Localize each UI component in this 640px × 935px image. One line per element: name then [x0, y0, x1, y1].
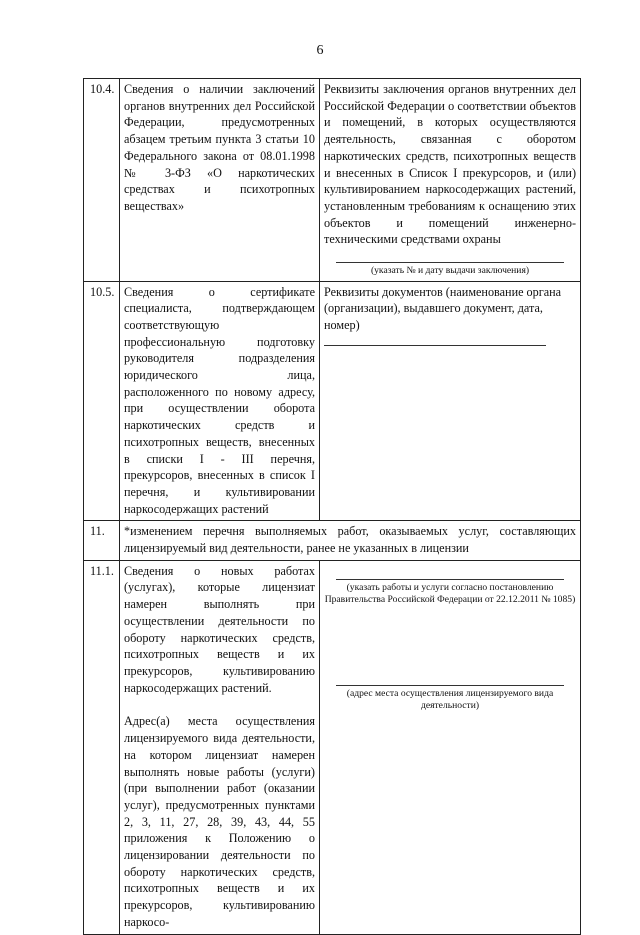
- description-part-2: Адрес(а) места осуществления лицензируемого вида деятельности, на котором лицензиат намерен выполнять новые работы (услуги) (при выполнении работ (оказании услуг), предусмотренных пунктами 2, 3, 11, 27, 28, 39, 43, 44, 55 приложения к Положению о лицензировании деятельности по обороту наркотических средств, психотропных веществ и их прекурсоров, культивированию наркосо-: [124, 714, 315, 929]
- description-part-1: Сведения о новых работах (услугах), которые лицензиат намерен выполнять при осуществлении деятельности по обороту наркотических средств, психотропных веществ и их прекурсоров, культивированию наркосодержащих растений.: [124, 563, 315, 695]
- details-text: Реквизиты документов (наименование органа (организации), выдавшего документ, дата, номер): [324, 284, 562, 332]
- table-row-11-1: [84, 560, 581, 934]
- fill-in-line[interactable]: [336, 579, 564, 580]
- row-description: Сведения о наличии заключений органов внутренних дел Российской Федерации, предусмотренных абзацем третьим пункта 3 статьи 10 Федерального закона от 08.01.1998 № 3-ФЗ «О наркотических средствах и психотропных веществах»: [120, 79, 320, 282]
- fill-in-caption: (адрес места осуществления лицензируемого вида деятельности): [346, 687, 554, 712]
- row-details: [320, 79, 581, 282]
- table-row-10-5: [84, 281, 581, 521]
- fill-in-caption: (указать № и дату выдачи заключения): [370, 265, 530, 277]
- row-number: 10.5.: [84, 281, 120, 521]
- row-number: 11.1.: [84, 560, 120, 934]
- fill-in-caption: (указать работы и услуги согласно постановлению Правительства Российской Федерации от 22.12.2011 № 1085): [324, 581, 576, 606]
- table-row-10-4: [84, 79, 581, 282]
- page-number: 6: [316, 43, 324, 58]
- row-details: [320, 281, 581, 521]
- fill-in-line[interactable]: [324, 334, 546, 346]
- table-row-11: [84, 521, 581, 560]
- details-text: Реквизиты заключения органов внутренних дел Российской Федерации о соответствии объектов и помещений, в которых осуществляются деятельность, связанная с оборотом наркотических средств, психотропных веществ и внесенных в Список I прекурсоров, и (или) культивированием наркосодержащих растений, установленным требованиям к оснащению этих объектов и помещений инженерно-техническими средствами охраны: [324, 82, 576, 247]
- row-number: 11.: [84, 521, 120, 560]
- row-details: [320, 560, 581, 934]
- row-number: 10.4.: [84, 79, 120, 282]
- license-table: [83, 78, 581, 935]
- fill-in-line[interactable]: [336, 262, 564, 263]
- section-heading: *изменением перечня выполняемых работ, оказываемых услуг, составляющих лицензируемый вид деятельности, ранее не указанных в лицензии: [120, 521, 581, 560]
- fill-in-line[interactable]: [336, 685, 564, 686]
- row-description: [120, 560, 320, 934]
- row-description: Сведения о сертификате специалиста, подтверждающем соответствующую профессиональную подготовку руководителя подразделения юридического лица, расположенного по новому адресу, при осуществлении оборота наркотических средств и психотропных веществ, внесенных в списки I - III перечня, прекурсоров, внесенных в список I перечня, и культивировании наркосодержащих растений: [120, 281, 320, 521]
